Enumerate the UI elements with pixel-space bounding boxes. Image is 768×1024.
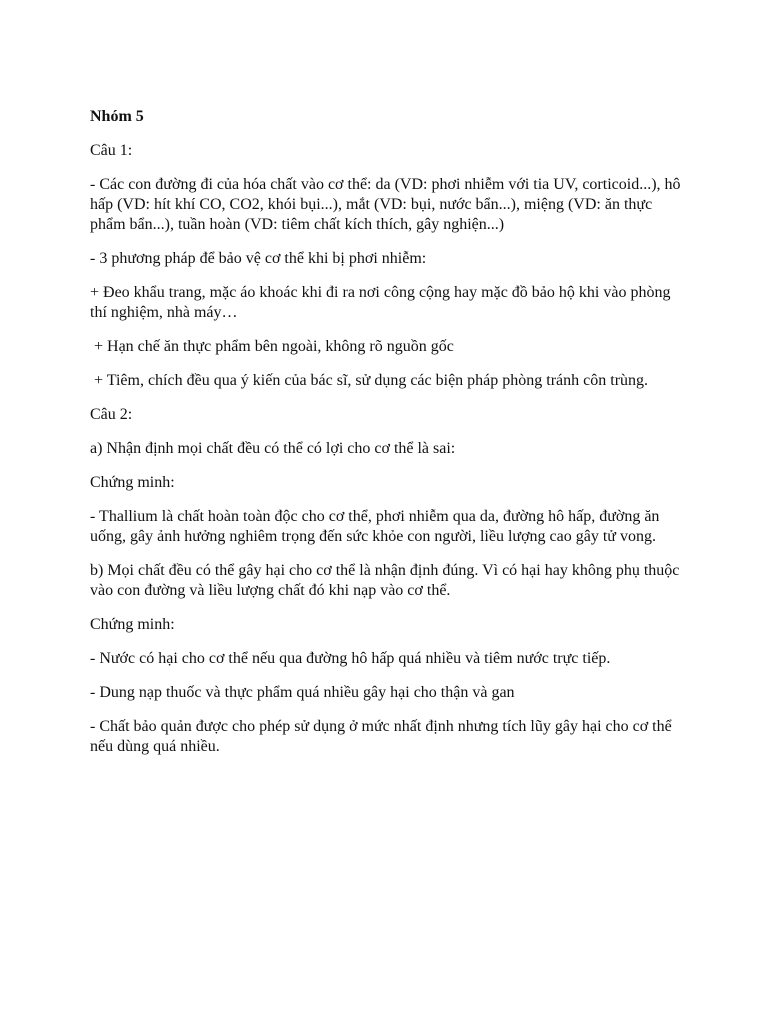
- proof-label-b: Chứng minh:: [90, 616, 175, 633]
- proof-thallium: - Thallium là chất hoàn toàn độc cho cơ thể, phơi nhiễm qua da, đường hô hấp, đường ăn uống, gây ảnh hưởng nghiêm trọng đến sức khỏe con người, liều lượng cao gây tử vong.: [90, 508, 664, 545]
- paragraph-exposure-routes: - Các con đường đi của hóa chất vào cơ thể: da (VD: phơi nhiễm với tia UV, corticoid...), hô hấp (VD: hít khí CO, CO2, khói bụi...), mắt (VD: bụi, nước bẩn...), miệng (VD: ăn thực phẩm bẩn...), tuần hoàn (VD: tiêm chất kích thích, gây nghiện...): [90, 176, 685, 233]
- question-2-heading: Câu 2:: [90, 406, 133, 423]
- proof-water: - Nước có hại cho cơ thể nếu qua đường hô hấp quá nhiều và tiêm nước trực tiếp.: [90, 650, 611, 667]
- list-item-food: + Hạn chế ăn thực phẩm bên ngoài, không rõ nguồn gốc: [90, 338, 454, 355]
- paragraph-protection-methods: - 3 phương pháp để bảo vệ cơ thể khi bị phơi nhiễm:: [90, 250, 427, 267]
- statement-a: a) Nhận định mọi chất đều có thể có lợi cho cơ thể là sai:: [90, 440, 456, 457]
- statement-b: b) Mọi chất đều có thể gây hại cho cơ thể là nhận định đúng. Vì có hại hay không phụ thuộc vào con đường và liều lượng chất đó khi nạp vào cơ thể.: [90, 562, 684, 599]
- list-item-injection: + Tiêm, chích đều qua ý kiến của bác sĩ, sử dụng các biện pháp phòng tránh côn trùng.: [90, 372, 649, 389]
- list-item-mask: + Đeo khẩu trang, mặc áo khoác khi đi ra nơi công cộng hay mặc đồ bảo hộ khi vào phòng thí nghiệm, nhà máy…: [90, 284, 675, 321]
- proof-preservative: - Chất bảo quản được cho phép sử dụng ở mức nhất định nhưng tích lũy gây hại cho cơ thể nếu dùng quá nhiều.: [90, 718, 676, 755]
- proof-medicine: - Dung nạp thuốc và thực phẩm quá nhiều gây hại cho thận và gan: [90, 684, 515, 701]
- document-title: Nhóm 5: [90, 108, 144, 125]
- document-page: [90, 107, 690, 771]
- question-1-heading: Câu 1:: [90, 142, 133, 159]
- proof-label-a: Chứng minh:: [90, 474, 175, 491]
